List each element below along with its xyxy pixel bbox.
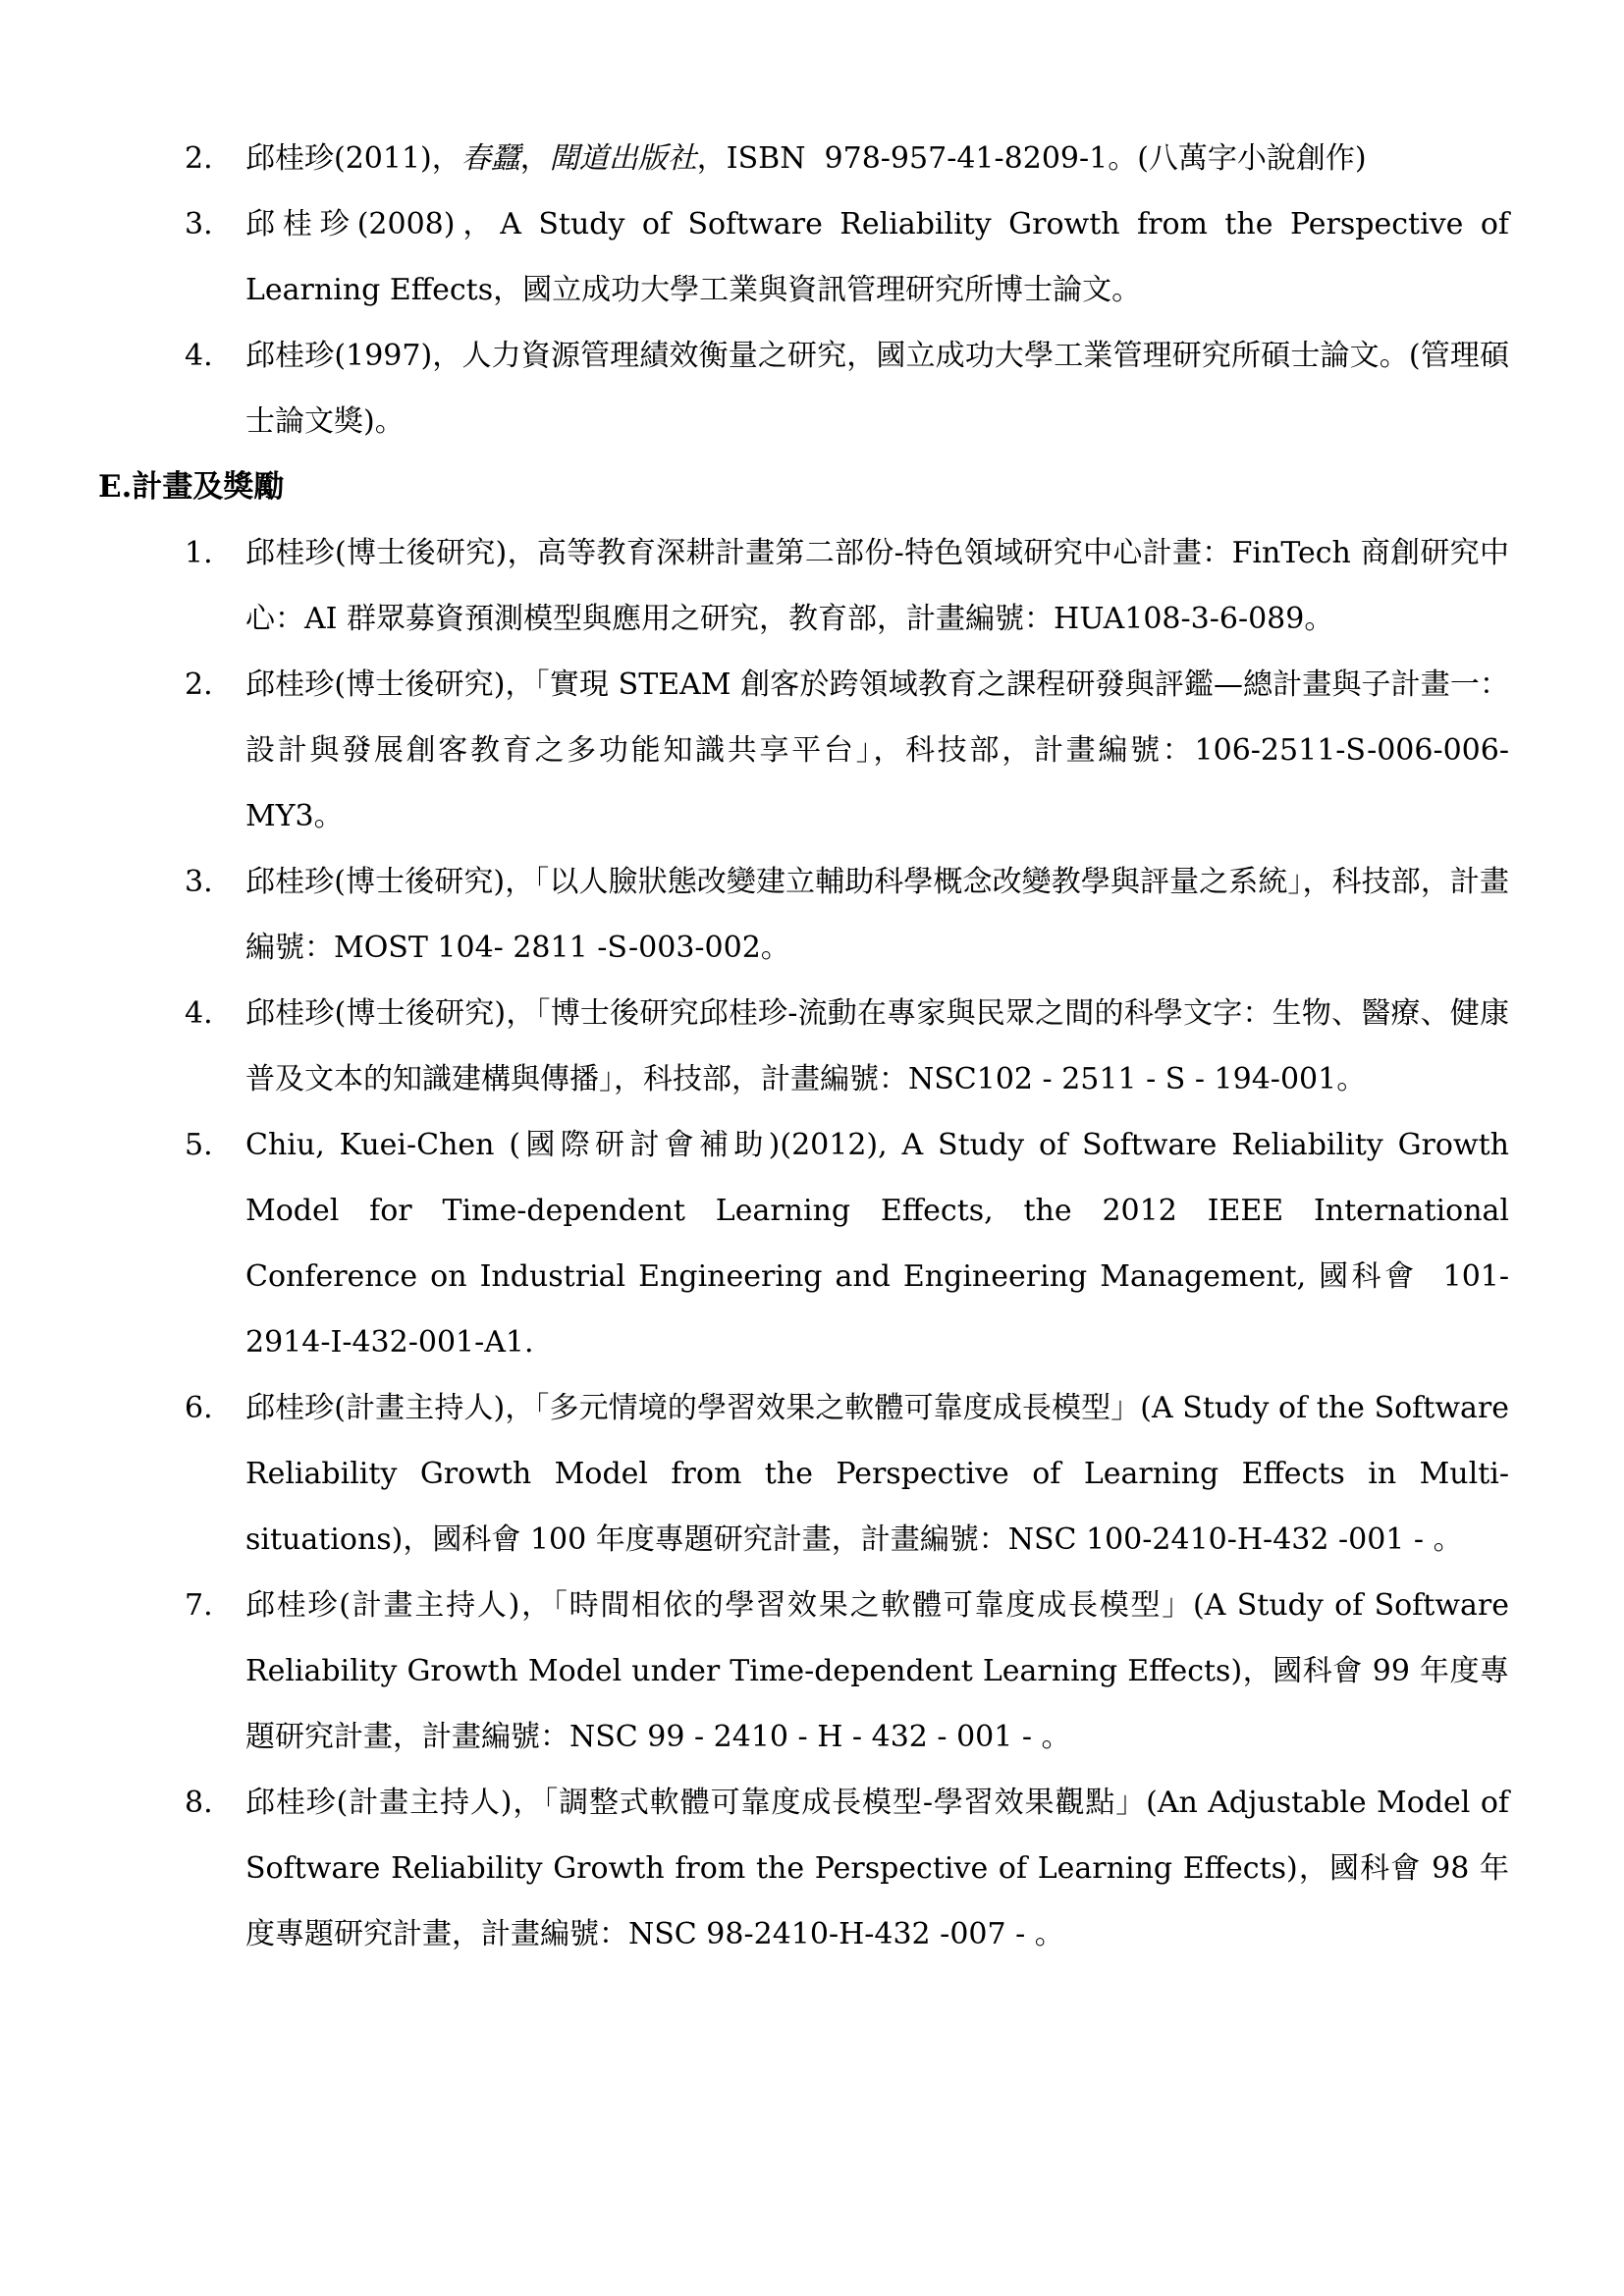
item-number: 8. (185, 1786, 213, 1820)
item-text-run: 邱桂珍(1997)，人力資源管理績效衡量之研究，國立成功大學工業管理研究所碩士論文。(管理碩士論文獎)。 (245, 339, 1509, 439)
item-text (245, 126, 1509, 191)
item-text-run: Chiu, Kuei-Chen (國際研討會補助)(2012), A Study of Software Reliability Growth Model for Time-dependent Learning Effects, the 2012 IEEE International Conference on Industrial Engineering and Engineering Management, 國科會 101-2914-I-432-001-A1. (245, 1128, 1509, 1360)
list-item (98, 191, 1509, 323)
item-number: 3. (185, 865, 213, 899)
item-number: 3. (185, 207, 213, 241)
item-text-run: 邱桂珍(2008)，A Study of Software Reliability Growth from the Perspective of Learning Effects，國立成功大學工業與資訊管理研究所博士論文。 (245, 207, 1509, 307)
item-text (245, 849, 1509, 981)
section-header-projects-awards: E.計畫及獎勵 (98, 469, 285, 505)
item-number: 4. (185, 996, 213, 1031)
item-number: 5. (185, 1128, 213, 1162)
item-text (245, 520, 1509, 652)
item-text-run: ，ISBN 978-957-41-8209-1。(八萬字小說創作) (696, 141, 1367, 176)
item-text (245, 652, 1509, 849)
item-text (245, 323, 1509, 454)
list-item (98, 981, 1509, 1112)
list-item (98, 652, 1509, 849)
item-text-run: 邱桂珍(計畫主持人)，「調整式軟體可靠度成長模型-學習效果觀點」(An Adjustable Model of Software Reliability Growth from the Perspective of Learning Effects)，國科會 98 年度專題研究計畫，計畫編號：NSC 98-2410-H-432 -007 - 。 (245, 1786, 1509, 1951)
list-item (98, 323, 1509, 454)
item-text (245, 1112, 1509, 1375)
list-item (98, 1375, 1509, 1573)
item-text (245, 981, 1509, 1112)
item-text-run: 邱桂珍(博士後研究)，「以人臉狀態改變建立輔助科學概念改變教學與評量之系統」，科技部，計畫編號：MOST 104- 2811 -S-003-002。 (245, 865, 1509, 965)
publication-list-continued (98, 126, 1509, 454)
list-item (98, 520, 1509, 652)
item-text-run-italic: 春蠶 (460, 141, 520, 176)
item-number: 4. (185, 339, 213, 373)
list-item (98, 1770, 1509, 1967)
item-text (245, 191, 1509, 323)
item-number: 7. (185, 1588, 213, 1623)
projects-awards-list (98, 520, 1509, 1967)
item-text (245, 1770, 1509, 1967)
item-number: 2. (185, 667, 213, 702)
item-text-run: ， (519, 141, 550, 176)
item-text-run: 邱桂珍(博士後研究)，「實現 STEAM 創客於跨領域教育之課程研發與評鑑—總計畫與子計畫一：設計與發展創客教育之多功能知識共享平台」，科技部，計畫編號：106-2511-S-006-006-MY3。 (245, 667, 1509, 833)
list-item (98, 1573, 1509, 1770)
list-item (98, 849, 1509, 981)
item-text-run-italic: 聞道出版社 (549, 141, 697, 176)
item-text (245, 1573, 1509, 1770)
list-item (98, 1112, 1509, 1375)
item-number: 1. (185, 536, 213, 570)
item-number: 2. (185, 141, 213, 176)
item-text-run: 邱桂珍(2011)， (245, 141, 461, 176)
item-number: 6. (185, 1391, 213, 1425)
item-text (245, 1375, 1509, 1573)
list-item (98, 126, 1509, 191)
item-text-run: 邱桂珍(計畫主持人)，「時間相依的學習效果之軟體可靠度成長模型」(A Study of Software Reliability Growth Model under Time-dependent Learning Effects)，國科會 99 年度專題研究計畫，計畫編號：NSC 99 - 2410 - H - 432 - 001 - 。 (245, 1588, 1509, 1754)
item-text-run: 邱桂珍(博士後研究)，「博士後研究邱桂珍-流動在專家與民眾之間的科學文字：生物、醫療、健康普及文本的知識建構與傳播」，科技部，計畫編號：NSC102 - 2511 - S - 194-001。 (245, 996, 1509, 1096)
item-text-run: 邱桂珍(博士後研究)，高等教育深耕計畫第二部份-特色領域研究中心計畫：FinTech 商創研究中心：AI 群眾募資預測模型與應用之研究，教育部，計畫編號：HUA108-3-6-089。 (245, 536, 1509, 636)
item-text-run: 邱桂珍(計畫主持人)，「多元情境的學習效果之軟體可靠度成長模型」(A Study of the Software Reliability Growth Model from the Perspective of Learning Effects in Multi-situations)，國科會 100 年度專題研究計畫，計畫編號：NSC 100-2410-H-432 -001 - 。 (245, 1391, 1509, 1557)
